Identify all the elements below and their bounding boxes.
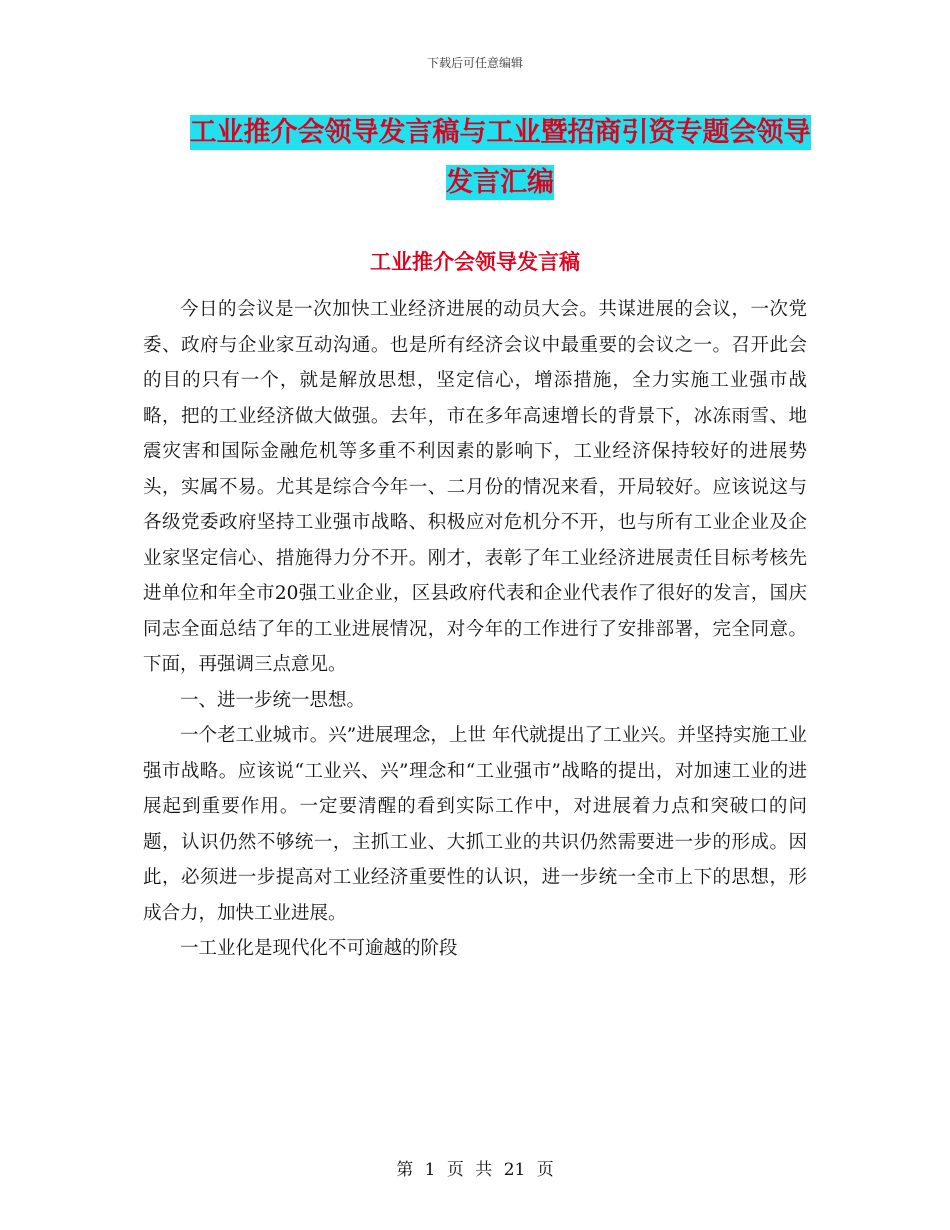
page-footer: 第 1 页 共 21 页 — [396, 1160, 554, 1180]
header-note: 下载后可任意编辑 — [426, 56, 523, 70]
paragraph-intro: 今日的会议是一次加快工业经济进展的动员大会。共谋进展的会议，一次党委、政府与企业家互动沟通。也是所有经济会议中最重要的会议之一。召开此会的目的只有一个，就是解放思想，坚定信心，增添措施，全力实施工业强市战略，把的工业经济做大做强。去年，市在多年高速增长的背景下，冰冻雨雪、地震灾害和国际金融危机等多重不利因素的影响下，工业经济保持较好的进展势头，实属不易。尤其是综合今年一、二月份的情况来看，开局较好。应该说这与各级党委政府坚持工业强市战略、积极应对危机分不开，也与所有工业企业及企业家坚定信心、措施得力分不开。刚才，表彰了年工业经济进展责任目标考核先进单位和年全市20强工业企业，区县政府代表和企业代表作了很好的发言，国庆同志全面总结了年的工业进展情况，对今年的工作进行了安排部署，完全同意。下面，再强调三点意见。 — [143, 299, 807, 675]
section-title: 工业推介会领导发言稿 — [370, 250, 580, 274]
paragraph-industrial-city: 一个老工业城市。兴”进展理念，上世 年代就提出了工业兴。并坚持实施工业强市战略。应该说“工业兴、兴”理念和“工业强市”战略的提出，对加速工业的进展起到重要作用。一定要清醒的看到实际工作中，对进展着力点和突破口的问题，认识仍然不够统一，主抓工业、大抓工业的共识仍然需要进一步的形成。因此，必须进一步提高对工业经济重要性的认识，进一步统一全市上下的思想，形成合力，加快工业进展。 — [143, 725, 807, 924]
paragraph-subheading: 一工业化是现代化不可逾越的阶段 — [180, 938, 458, 959]
body-text — [143, 292, 807, 967]
document-title — [140, 108, 860, 208]
document-title-line-1: 工业推介会领导发言稿与工业暨招商引资专题会领导 — [189, 117, 811, 148]
document-title-line-2: 发言汇编 — [446, 167, 554, 198]
paragraph-heading-1: 一、进一步统一思想。 — [180, 689, 366, 711]
